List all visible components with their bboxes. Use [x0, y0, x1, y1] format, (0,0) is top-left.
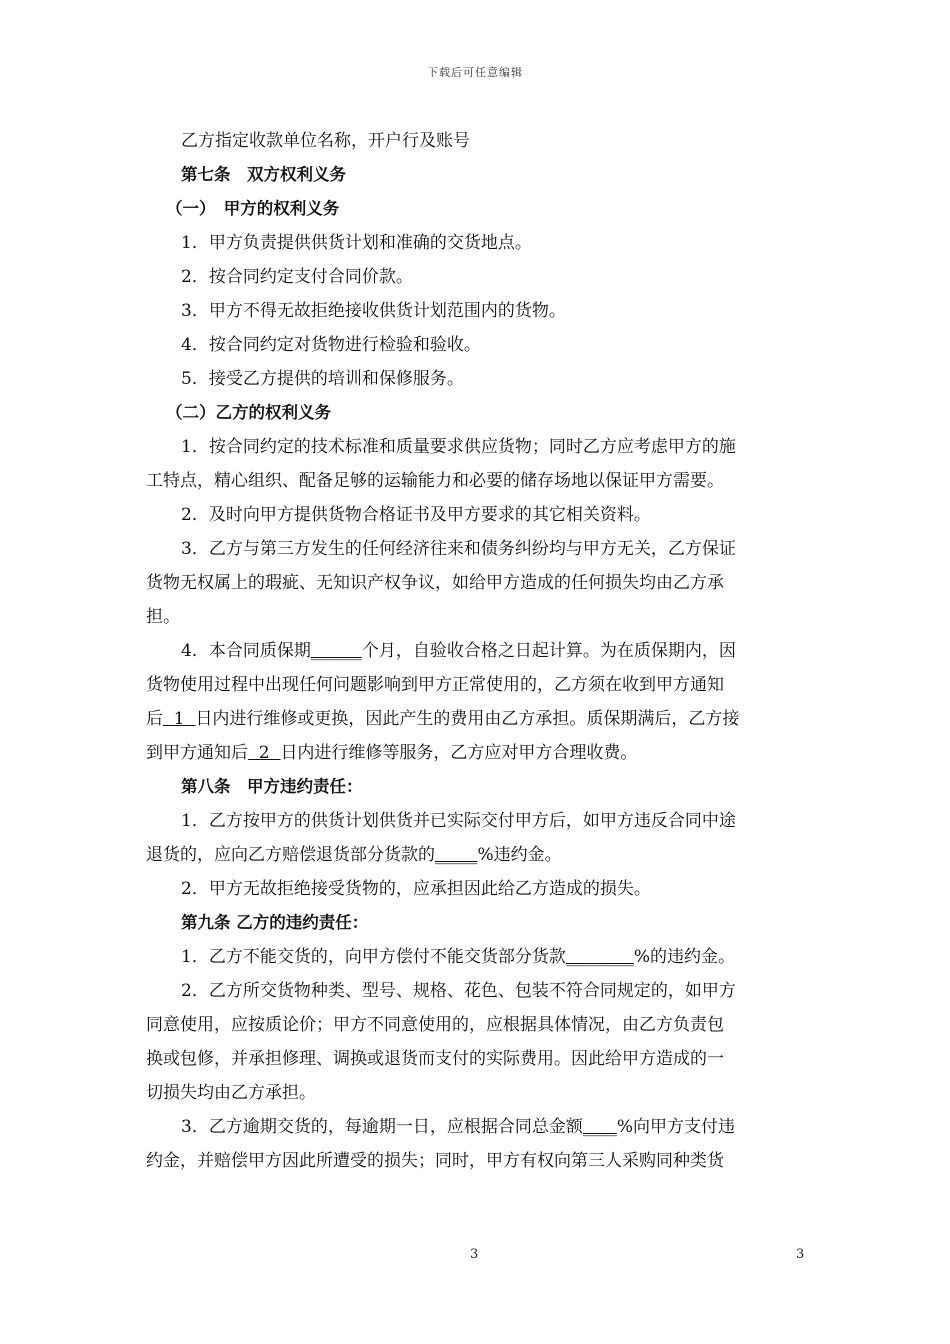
text-span: 1．乙方不能交货的，向甲方偿付不能交货部分货款: [181, 947, 566, 967]
text-span: 3．乙方逾期交货的，每逾期一日，应根据合同总金额: [181, 1117, 583, 1137]
paragraph-line: [146, 940, 810, 974]
text-span: 到甲方通知后: [146, 743, 248, 763]
paragraph-line: 1．甲方负责提供供货计划和准确的交货地点。: [181, 233, 532, 253]
paragraph-line: 3．乙方与第三方发生的任何经济往来和债务纠纷均与甲方无关，乙方保证: [181, 539, 736, 559]
text-span: 日内进行维修或更换，因此产生的费用由乙方承担。质保期满后，乙方接: [195, 709, 740, 729]
page-number: 3: [470, 1247, 479, 1262]
text-span: 后: [146, 709, 163, 729]
paragraph-line: [146, 838, 810, 872]
article-heading: 第八条 甲方违约责任：: [181, 777, 363, 796]
paragraph-line: 担。: [146, 607, 180, 627]
paragraph-line: 乙方指定收款单位名称，开户行及账号: [181, 131, 470, 151]
paragraph-line: [146, 702, 810, 736]
paragraph-line: 货物使用过程中出现任何问题影响到甲方正常使用的，乙方须在收到甲方通知: [146, 675, 724, 695]
page-header: 下载后可任意编辑: [427, 66, 523, 79]
paragraph-line: 4．按合同约定对货物进行检验和验收。: [181, 335, 481, 355]
article-heading: 第七条 双方权利义务: [181, 165, 346, 184]
page-number-right: 3: [796, 1247, 805, 1262]
paragraph-line: 货物无权属上的瑕疵、无知识产权争议，如给甲方造成的任何损失均由乙方承: [146, 573, 724, 593]
paragraph-line: 2．甲方无故拒绝接受货物的，应承担因此给乙方造成的损失。: [181, 879, 651, 899]
text-span: %违约金。: [477, 845, 562, 865]
blank-field: _____: [435, 845, 478, 865]
blank-field: ________: [565, 947, 634, 967]
paragraph-line: 约金，并赔偿甲方因此所遭受的损失；同时，甲方有权向第三人采购同种类货: [146, 1151, 724, 1171]
paragraph-line: 2．乙方所交货物种类、型号、规格、花色、包装不符合同规定的，如甲方: [181, 981, 736, 1001]
article-heading: 第九条 乙方的违约责任：: [181, 913, 369, 932]
paragraph-line: 3．甲方不得无故拒绝接收供货计划范围内的货物。: [181, 301, 566, 321]
paragraph-line: 换或包修，并承担修理、调换或退货而支付的实际费用。因此给甲方造成的一: [146, 1049, 724, 1069]
text-span: %的违约金。: [633, 947, 735, 967]
paragraph-line: 1．按合同约定的技术标准和质量要求供应货物；同时乙方应考虑甲方的施: [181, 437, 736, 457]
text-span: 个月，自验收合格之日起计算。为在质保期内，因: [361, 641, 736, 661]
blank-field: ______: [310, 641, 362, 661]
paragraph-line: [146, 634, 810, 668]
paragraph-line: 2．按合同约定支付合同价款。: [181, 267, 413, 287]
paragraph-line: [146, 1110, 810, 1144]
text-span: %向甲方支付违: [616, 1117, 735, 1137]
blank-field: ____: [582, 1117, 617, 1137]
section-heading: （二）乙方的权利义务: [166, 403, 331, 422]
text-span: 退货的，应向乙方赔偿退货部分货款的: [146, 845, 435, 865]
paragraph-line: 5．接受乙方提供的培训和保修服务。: [181, 369, 464, 389]
paragraph-line: 切损失均由乙方承担。: [146, 1083, 316, 1103]
filled-field: 2: [248, 743, 281, 763]
text-span: 日内进行维修等服务，乙方应对甲方合理收费。: [280, 743, 638, 763]
paragraph-line: 同意使用，应按质论价；甲方不同意使用的，应根据具体情况，由乙方负责包: [146, 1015, 724, 1035]
paragraph-line: 工特点，精心组织、配备足够的运输能力和必要的储存场地以保证甲方需要。: [146, 471, 724, 491]
filled-field: 1: [163, 709, 196, 729]
paragraph-line: [146, 736, 810, 770]
paragraph-line: 2．及时向甲方提供货物合格证书及甲方要求的其它相关资料。: [181, 505, 651, 525]
document-body: [146, 124, 810, 1178]
text-span: 4．本合同质保期: [181, 641, 311, 661]
paragraph-line: 1．乙方按甲方的供货计划供货并已实际交付甲方后，如甲方违反合同中途: [181, 811, 736, 831]
section-heading: （一） 甲方的权利义务: [166, 199, 340, 218]
